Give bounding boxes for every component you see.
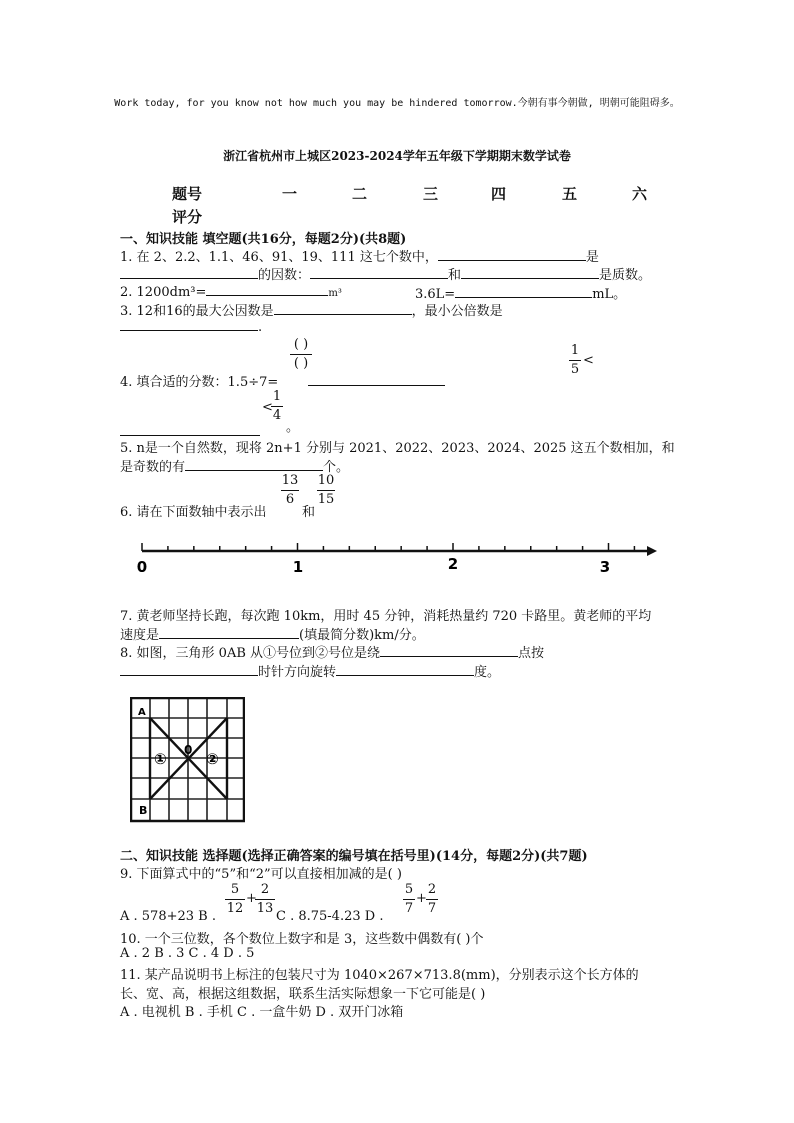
question-9-plus-1: + <box>246 891 257 906</box>
score-header-label: 题号 <box>172 185 203 203</box>
question-6-fraction-10-15: 10 15 <box>317 473 335 507</box>
score-header-3: 三 <box>423 185 439 203</box>
score-header-1: 一 <box>282 185 298 203</box>
number-line-label-0: 0 <box>136 558 148 576</box>
question-4-fraction-one-fourth: 1 4 <box>272 389 282 423</box>
question-11-options: A . 电视机 B . 手机 C . 一盒牛奶 D . 双开门冰箱 <box>120 1005 404 1020</box>
number-line-arrow-icon <box>647 546 657 556</box>
question-7-line2: 速度是 (填最简分数)km/分。 <box>120 628 425 643</box>
grid-label-a: A <box>138 707 146 718</box>
question-5-line1: 5. n是一个自然数，现将 2n+1 分别与 2021、2022、2023、2024、2025 这五个数相加，和 <box>120 441 675 456</box>
question-6-text: 6. 请在下面数轴中表示出 <box>120 505 267 520</box>
question-9-option-a-b: A . 578+23 B . <box>120 909 216 924</box>
score-header-4: 四 <box>491 185 507 203</box>
grid-label-o: 0 <box>184 743 193 757</box>
question-9-fraction-2-7: 2 7 <box>427 882 437 916</box>
question-2-part2: 3.6L= mL。 <box>415 287 627 302</box>
question-9-fraction-5-12: 5 12 <box>226 882 244 916</box>
number-line-label-1: 1 <box>292 558 304 576</box>
question-11-line1: 11. 某产品说明书上标注的包装尺寸为 1040×267×713.8(mm)，分别表示这个长方体的 <box>120 968 639 983</box>
exam-title: 浙江省杭州市上城区2023-2024学年五年级下学期期末数学试卷 <box>223 149 571 163</box>
section1-heading: 一、知识技能 填空题(共16分，每题2分)(共8题) <box>120 232 407 247</box>
question-4-line1: 4. 填合适的分数：1.5÷7= <box>120 371 445 390</box>
grid-label-position-1: ① <box>154 750 167 768</box>
question-4-less-than-1: < <box>583 353 594 368</box>
section2-heading: 二、知识技能 选择题(选择正确答案的编号填在括号里)(14分，每题2分)(共7题) <box>120 849 588 864</box>
question-4-blank-fraction: ( ) ( ) <box>290 337 312 372</box>
question-9-plus-2: + <box>416 891 427 906</box>
question-10-text: 10. 一个三位数，各个数位上数字和是 3，这些数中偶数有( )个 <box>120 932 484 947</box>
question-8-line2: 时针方向旋转 度。 <box>120 661 500 680</box>
grid-label-b: B <box>139 804 148 817</box>
question-9-option-c-d: C . 8.75-4.23 D . <box>276 909 384 924</box>
question-3-line1: 3. 12和16的最大公因数是 ，最小公倍数是 <box>120 304 503 319</box>
question-6-and: 和 <box>302 505 316 520</box>
number-line-label-3: 3 <box>599 558 611 576</box>
question-3-line2: . <box>120 318 262 335</box>
score-header-2: 二 <box>352 185 368 203</box>
score-row-label: 评分 <box>172 208 203 226</box>
question-9-fraction-5-7: 5 7 <box>404 882 414 916</box>
grid-label-position-2: ② <box>206 750 219 768</box>
question-1-line2: 的因数： 和 是质数。 <box>120 264 651 283</box>
question-7-line1: 7. 黄老师坚持长跑，每次跑 10km，用时 45 分钟，消耗热量约 720 卡路里。黄老师的平均 <box>120 609 652 624</box>
number-line-label-2: 2 <box>447 555 459 573</box>
rotation-grid-figure <box>130 697 245 823</box>
question-4-end: 。 <box>286 420 300 435</box>
header-quote: Work today, for you know not how much you may be hindered tomorrow.今朝有事今朝做, 明朝可能阻碍多。 <box>114 98 680 109</box>
question-5-line2: 是奇数的有 个。 <box>120 460 350 475</box>
question-2-part1: 2. 1200dm³= m³ <box>120 285 342 300</box>
question-11-line2: 长、宽、高，根据这组数据，联系生活实际想象一下它可能是( ) <box>120 987 486 1002</box>
question-10-options: A . 2 B . 3 C . 4 D . 5 <box>120 946 255 961</box>
question-9-fraction-2-13: 2 13 <box>256 882 274 916</box>
question-1-line1: 1. 在 2、2.2、1.1、46、91、19、111 这七个数中， 是 <box>120 250 599 265</box>
question-4-fraction-one-fifth: 1 5 <box>570 343 580 377</box>
question-6-fraction-13-6: 13 6 <box>281 473 299 507</box>
question-8-line1: 8. 如图，三角形 0AB 从①号位到②号位是绕 点按 <box>120 646 545 661</box>
score-header-6: 六 <box>632 185 648 203</box>
question-9-text: 9. 下面算式中的“5”和“2”可以直接相加减的是( ) <box>120 867 402 882</box>
score-header-5: 五 <box>562 185 578 203</box>
question-4-less-than-2: < <box>262 400 273 415</box>
number-line <box>130 538 670 578</box>
